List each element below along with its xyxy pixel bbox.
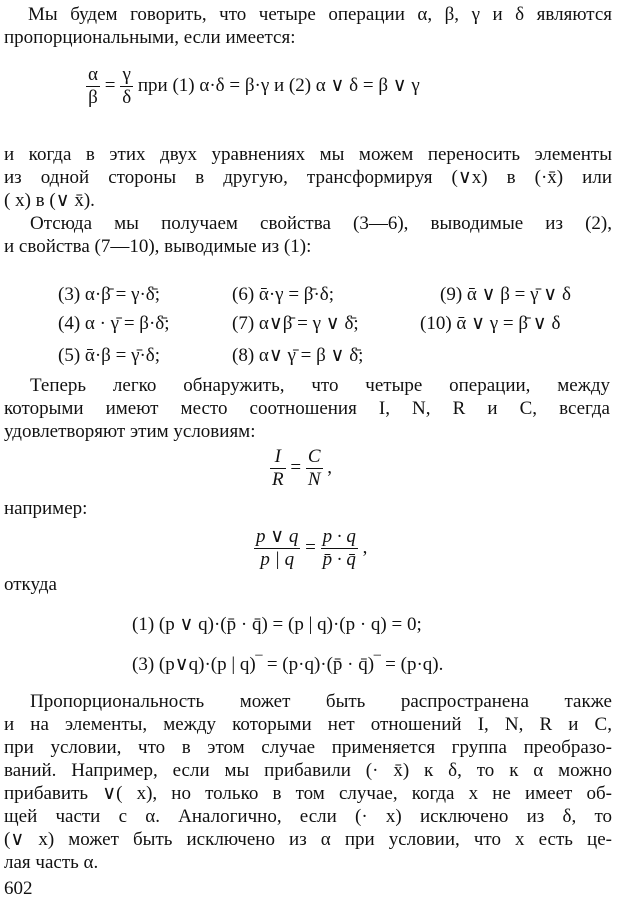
denominator: δ — [122, 87, 132, 108]
equals-sign: = — [290, 456, 302, 478]
page-number: 602 — [4, 878, 33, 899]
equation-main — [86, 64, 420, 109]
equation-text: при (1) α·δ = β·γ и (2) α ∨ δ = β ∨ γ — [137, 74, 420, 96]
denominator: R — [272, 469, 284, 490]
text-line: ( x) в (∨ x̄). — [4, 190, 95, 211]
property-6: (6) ᾱ·γ = β̄·δ; — [232, 284, 335, 305]
text-line: Теперь легко обнаружить, что четыре операции, между — [30, 375, 610, 396]
numerator: α — [88, 64, 98, 85]
property-4: (4) α · γ̄ = β·δ̄; — [58, 313, 170, 334]
text-line: и когда в этих двух уравнениях мы можем переносить элементы — [4, 144, 612, 165]
label-example: например: — [4, 498, 88, 519]
fraction — [306, 446, 323, 491]
equals-sign: = — [104, 74, 116, 96]
text-line: Отсюда мы получаем свойства (3—6), выводимые из (2), — [30, 213, 612, 234]
text-line: лая часть α. — [4, 852, 99, 873]
property-3: (3) α·β̄ = γ·δ̄; — [58, 284, 161, 305]
fraction — [86, 64, 100, 109]
text-line: удовлетворяют этим условиям: — [4, 421, 256, 442]
equation-irc — [270, 446, 332, 491]
equation-3: (3) (p∨q)·(p | q)‾ = (p·q)·(p̄ · q̄)‾ = (p·q). — [132, 654, 444, 675]
text-line: и на элементы, между которыми нет отношений I, N, R и C, — [4, 714, 612, 735]
property-9: (9) ᾱ ∨ β = γ̄ ∨ δ — [440, 284, 571, 305]
numerator: p · q — [322, 526, 356, 547]
equals-sign: = — [305, 536, 316, 558]
equation-punctuation: , — [362, 536, 368, 558]
denominator: p | q — [260, 549, 295, 570]
denominator: p̄ · q̄ — [322, 549, 356, 570]
fraction — [270, 446, 286, 491]
numerator: I — [270, 446, 286, 469]
numerator: C — [307, 446, 321, 467]
text-line: и свойства (7—10), выводимые из (1): — [4, 236, 312, 257]
denominator: N — [307, 469, 321, 490]
property-8: (8) α∨ γ̄ = β ∨ δ̄; — [232, 345, 364, 366]
text-line: прибавить ∨( x), но только в том случае, когда x не имеет об- — [4, 783, 612, 804]
text-line: ваний. Например, если мы прибавили (· x̄) к δ, то к α можно — [4, 760, 612, 781]
equation-example — [254, 526, 367, 571]
property-7: (7) α∨β̄ = γ ∨ δ̄; — [232, 313, 359, 334]
numerator: γ — [120, 64, 133, 87]
text-line: из одной стороны в другую, трансформируя (∨x) в (·x̄) или — [4, 167, 612, 188]
property-5: (5) ᾱ·β = γ̄·δ; — [58, 345, 161, 366]
text-line: Мы будем говорить, что четыре операции α, β, γ и δ являются — [28, 4, 612, 25]
fraction — [254, 526, 300, 571]
equation-punctuation: , — [327, 456, 333, 478]
text-line: (∨ x) может быть исключено из α при условии, что x есть це- — [4, 829, 612, 850]
text-line: Пропорциональность может быть распространена также — [30, 691, 612, 712]
text-line: которыми имеют место соотношения I, N, R и C, всегда — [4, 398, 610, 419]
equation-1: (1) (p ∨ q)·(p̄ · q̄) = (p | q)·(p · q) = 0; — [132, 614, 422, 635]
numerator: p ∨ q — [256, 526, 299, 547]
label-whence: откуда — [4, 574, 57, 595]
fraction — [120, 64, 133, 109]
text-line: пропорциональными, если имеется: — [4, 27, 296, 48]
property-10: (10) ᾱ ∨ γ = β̄ ∨ δ — [420, 313, 561, 334]
text-line: щей части с α. Аналогично, если (· x) исключено из δ, то — [4, 806, 612, 827]
text-line: при условии, что в этом случае применяется группа преобразо- — [4, 737, 612, 758]
denominator: β — [88, 87, 98, 108]
fraction — [321, 526, 358, 571]
